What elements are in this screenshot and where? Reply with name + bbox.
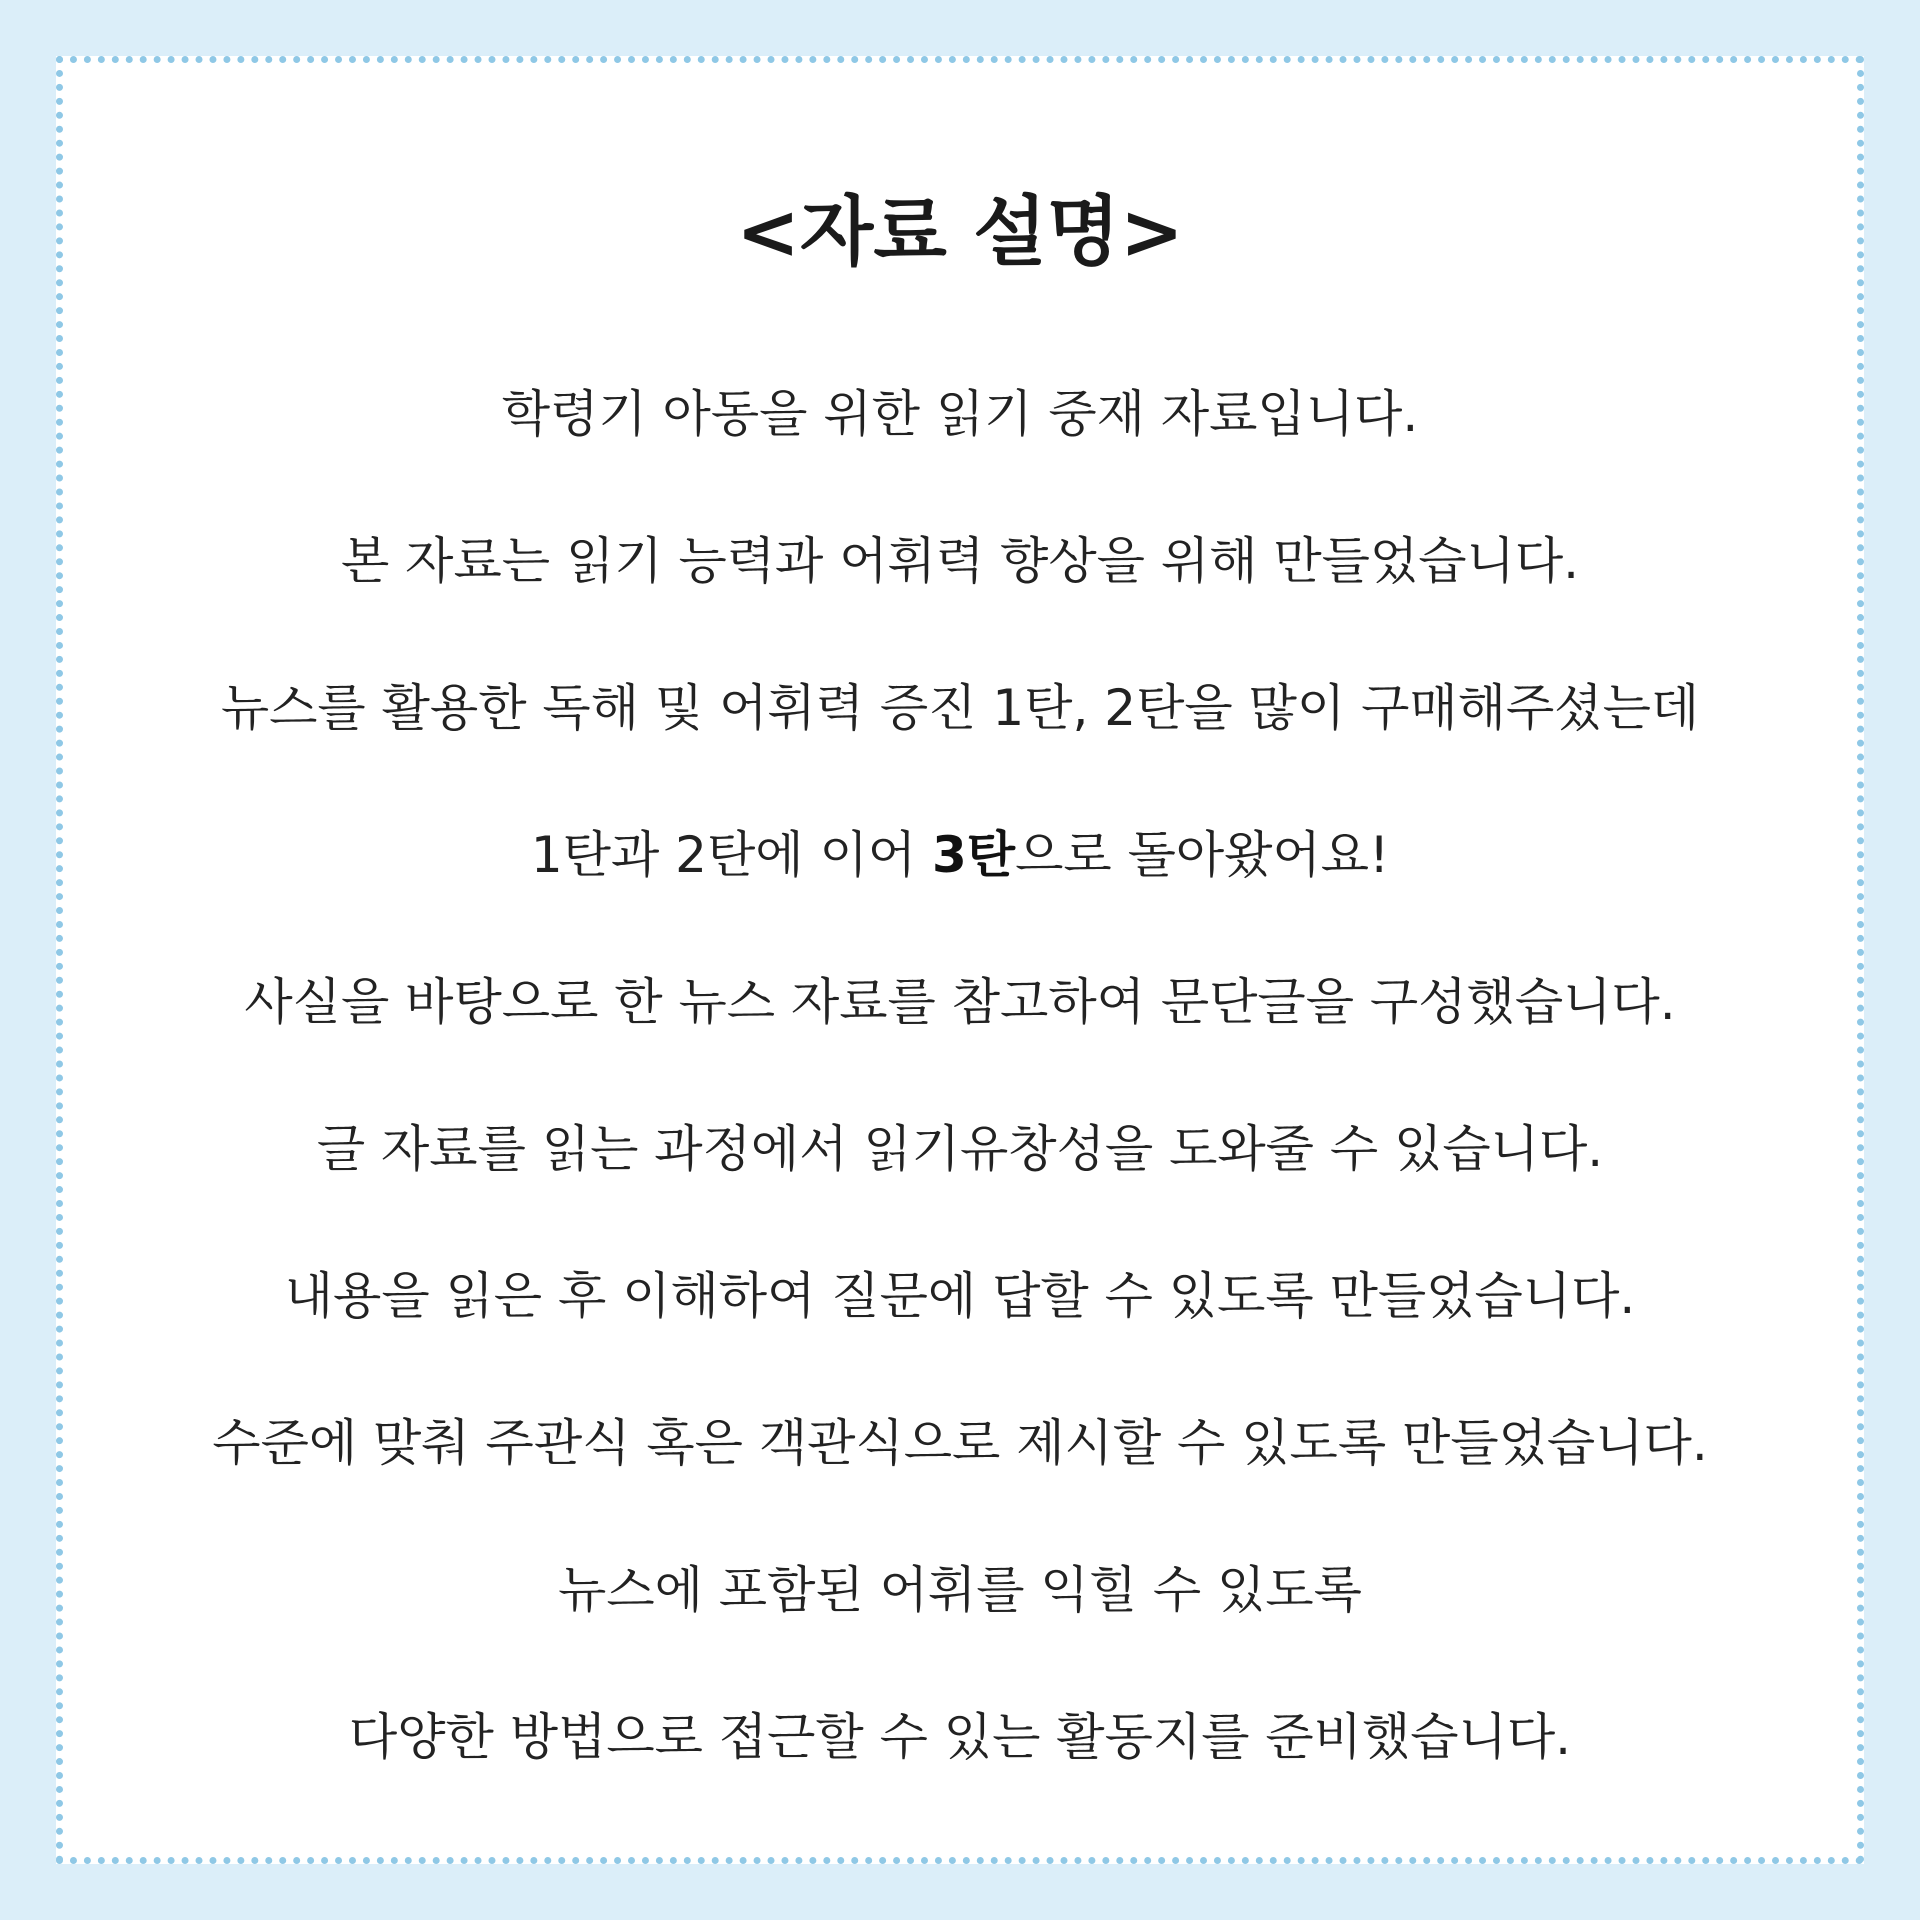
- description-line-9: 뉴스에 포함된 어휘를 익힐 수 있도록: [558, 1561, 1362, 1619]
- line-4-highlight: 3탄: [931, 826, 1016, 884]
- description-line-6: 글 자료를 읽는 과정에서 읽기유창성을 도와줄 수 있습니다.: [316, 1120, 1604, 1178]
- description-line-8: 수준에 맞춰 주관식 혹은 객관식으로 제시할 수 있도록 만들었습니다.: [212, 1414, 1708, 1472]
- description-line-3: 뉴스를 활용한 독해 및 어휘력 증진 1탄, 2탄을 많이 구매해주셨는데: [220, 679, 1700, 737]
- line-4-before: 1탄과 2탄에 이어: [530, 826, 932, 884]
- page-title: <자료 설명>: [736, 187, 1184, 276]
- description-line-5: 사실을 바탕으로 한 뉴스 자료를 참고하여 문단글을 구성했습니다.: [244, 973, 1676, 1031]
- description-line-7: 내용을 읽은 후 이해하여 질문에 답할 수 있도록 만들었습니다.: [284, 1267, 1636, 1325]
- description-lines: [63, 379, 1857, 1849]
- description-line-2: 본 자료는 읽기 능력과 어휘력 향상을 위해 만들었습니다.: [340, 532, 1580, 590]
- description-line-1: 학령기 아동을 위한 읽기 중재 자료입니다.: [501, 385, 1419, 443]
- description-line-10: 다양한 방법으로 접근할 수 있는 활동지를 준비했습니다.: [348, 1708, 1572, 1766]
- description-line-4: [63, 820, 1857, 967]
- line-4-after: 으로 돌아왔어요!: [1015, 826, 1390, 884]
- description-card: [56, 56, 1864, 1864]
